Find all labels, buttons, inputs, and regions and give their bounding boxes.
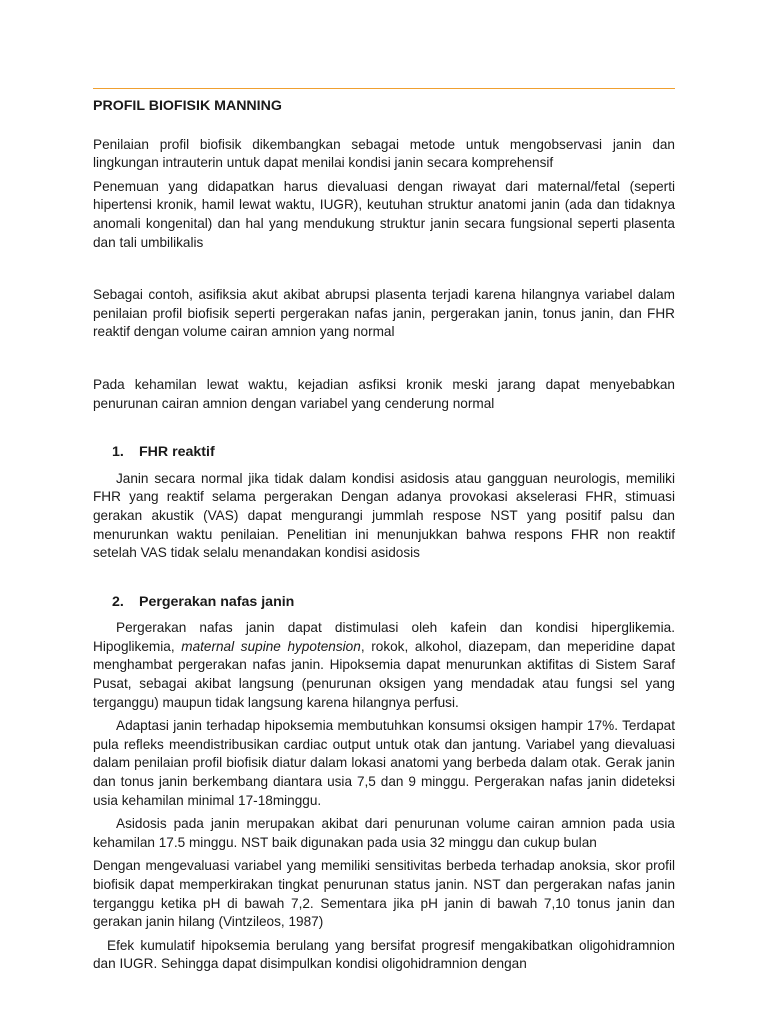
header-rule [93,88,675,89]
breathing-paragraph-1 [93,619,675,712]
fhr-paragraph: Janin secara normal jika tidak dalam kondisi asidosis atau gangguan neurologis, memiliki FHR yang reaktif selama pergerakan Dengan adanya provokasi akselerasi FHR, stimuasi gerakan akustik (VAS) dapat mengurangi jummlah respose NST yang positif palsu dan menurunkan waktu penilaian. Penelitian ini menunjukkan bahwa respons FHR non reaktif setelah VAS tidak selalu menandakan kondisi asidosis [93,470,675,561]
breathing-paragraph-5: Efek kumulatif hipoksemia berulang yang bersifat progresif mengakibatkan oligohidramnion dan IUGR. Sehingga dapat disimpulkan kondisi oligohidramnion dengan [93,937,675,972]
breathing-paragraph-2: Adaptasi janin terhadap hipoksemia membutuhkan konsumsi oksigen hampir 17%. Terdapat pula refleks meendistribusikan cardiac output untuk otak dan jantung. Variabel yang dievaluasi dalam penilaian profil biofisik diatur dalam lokasi anatomi yang berbeda dalam otak. Gerak janin dan tonus janin berkembang diantara usia 7,5 dan 9 minggu. Pergerakan nafas janin dideteksi usia kehamilan minimal 17-18minggu. [93,718,675,808]
italic-term: maternal supine hypotension [181,638,361,654]
text-run: , rokok, alkohol, diazepam, dan meperidine dapat menghambat pergerakan nafas janin. Hipoksemia dapat menurunkan aktifitas di Sistem Saraf Pusat, sebagai akibat langsung (penurunan oksigen yang mendadak atau fungsi sel yang terganggu) maupun tidak langsung karena hilangnya perfusi. [93,638,676,710]
intro-paragraph-4: Pada kehamilan lewat waktu, kejadian asfiksi kronik meski jarang dapat menyebabkan penurunan cairan amnion dengan variabel yang cenderung normal [93,376,675,411]
section-heading-text: FHR reaktif [139,444,215,461]
text-run: Pergerakan nafas janin dapat distimulasi oleh kafein dan kondisi hiperglikemia. Hipoglikemia, [93,620,675,654]
intro-paragraph-1: Penilaian profil biofisik dikembangkan sebagai metode untuk mengobservasi janin dan lingkungan intrauterin untuk dapat menilai kondisi janin secara komprehensif [93,136,675,171]
document-page [93,88,675,974]
intro-paragraph-3: Sebagai contoh, asifiksia akut akibat abrupsi plasenta terjadi karena hilangnya variabel dalam penilaian profil biofisik seperti pergerakan nafas janin, pergerakan janin, tonus janin, dan FHR reaktif dengan volume cairan amnion yang normal [93,287,675,340]
breathing-paragraph-3: Asidosis pada janin merupakan akibat dari penurunan volume cairan amnion pada usia kehamilan 17.5 minggu. NST baik digunakan pada usia 32 minggu dan cukup bulan [93,816,675,850]
section-number: 2. [112,593,124,610]
section-heading-text: Pergerakan nafas janin [139,593,295,610]
section-number: 1. [112,444,124,461]
section-heading-fhr [93,443,675,462]
breathing-paragraph-4: Dengan mengevaluasi variabel yang memiliki sensitivitas berbeda terhadap anoksia, skor profil biofisik dapat memperkirakan tingkat penurunan status janin. NST dan pergerakan nafas janin terganggu ketika pH di bawah 7,2. Sementara jika pH janin di bawah 7,10 tonus janin dan gerakan janin hilang (Vintzileos, 1987) [93,858,675,930]
section-heading-breathing [93,593,675,612]
intro-paragraph-2: Penemuan yang didapatkan harus dievaluasi dengan riwayat dari maternal/fetal (seperti hipertensi kronik, hamil lewat waktu, IUGR), keutuhan struktur anatomi janin (ada dan tidaknya anomali kongenital) dan hal yang mendukung struktur janin secara fungsional seperti plasenta dan tali umbilikalis [93,178,675,250]
document-title: PROFIL BIOFISIK MANNING [93,98,282,114]
